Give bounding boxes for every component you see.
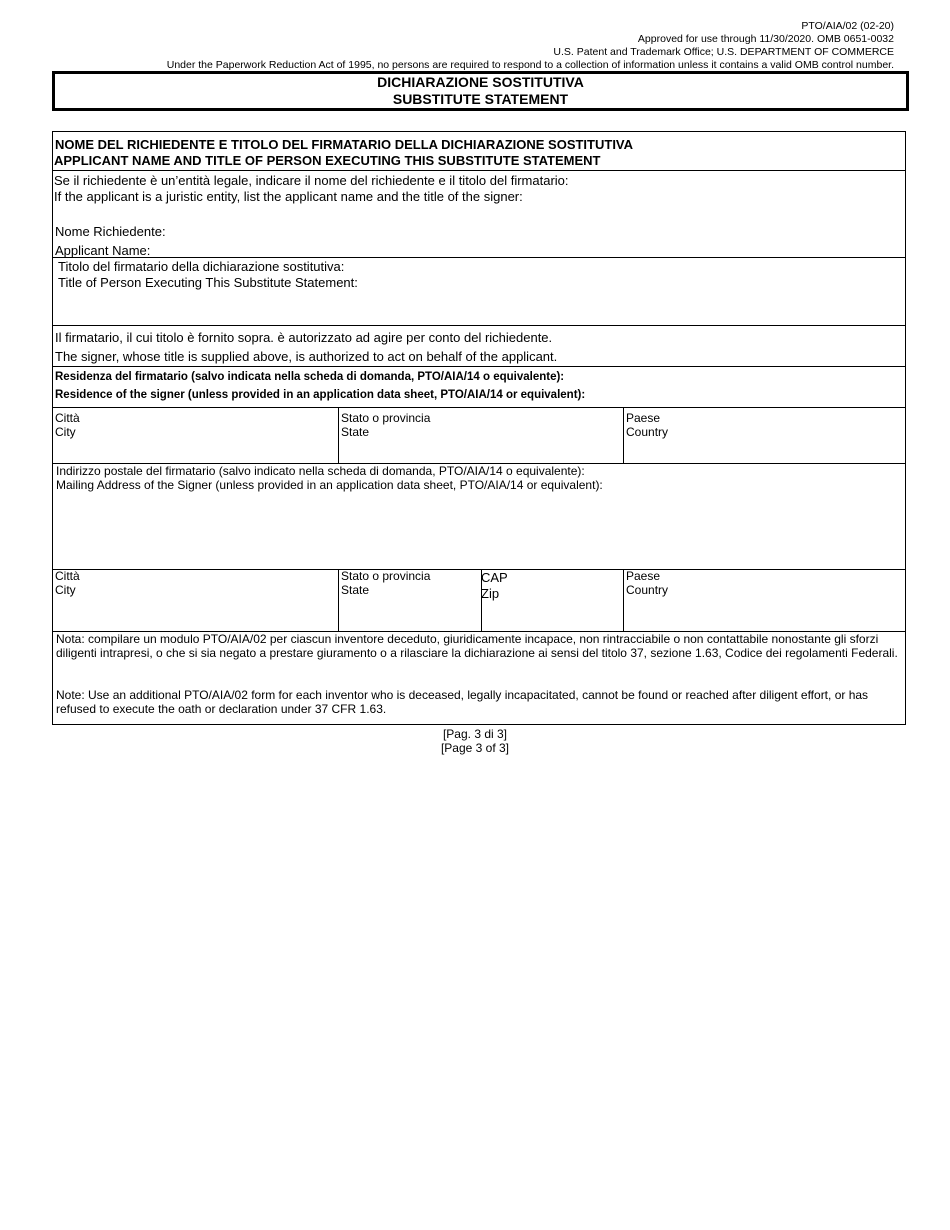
applicant-name-label-it: Nome Richiedente:	[55, 224, 166, 239]
authority-statement-en: The signer, whose title is supplied above, is authorized to act on behalf of the applicant.	[55, 349, 558, 364]
divider	[53, 325, 905, 326]
mailing-zip-label: CAP Zip	[481, 570, 508, 601]
residence-heading-en: Residence of the signer (unless provided in an application data sheet, PTO/AIA/14 or equivalent):	[55, 389, 586, 401]
title-english: SUBSTITUTE STATEMENT	[392, 91, 569, 107]
divider	[338, 569, 339, 631]
juristic-instruction-en: If the applicant is a juristic entity, list the applicant name and the title of the signer:	[54, 189, 523, 204]
approval-note: Approved for use through 11/30/2020. OMB 0651-0032	[637, 33, 894, 45]
signer-title-label-en: Title of Person Executing This Substitute Statement:	[58, 275, 358, 290]
divider	[623, 569, 624, 631]
mailing-address-label-en: Mailing Address of the Signer (unless provided in an application data sheet, PTO/AIA/14 or equivalent):	[56, 478, 603, 492]
title-italian: DICHIARAZIONE SOSTITUTIVA	[377, 74, 584, 90]
signer-title-label-it: Titolo del firmatario della dichiarazione sostitutiva:	[58, 259, 345, 274]
residence-city-label: Città City	[55, 411, 80, 439]
form-id: PTO/AIA/02 (02-20)	[801, 20, 894, 32]
page-number-en: [Page 3 of 3]	[440, 741, 510, 755]
applicant-name-label-en: Applicant Name:	[55, 243, 151, 258]
note-english: Note: Use an additional PTO/AIA/02 form for each inventor who is deceased, legally incapacitated, cannot be found or reached after diligent effort, or has refused to execute the oath or declaration under 37 CFR 1.63.	[56, 688, 869, 716]
mailing-state-label: Stato o provincia State	[341, 569, 431, 597]
paperwork-notice: Under the Paperwork Reduction Act of 1995, no persons are required to respond to a collection of information unless it contains a valid OMB control number.	[166, 59, 894, 71]
juristic-instruction-it: Se il richiedente è un’entità legale, indicare il nome del richiedente e il titolo del firmatario:	[54, 173, 569, 188]
divider	[338, 407, 339, 463]
mailing-country-label: Paese Country	[626, 569, 669, 597]
page-number-it: [Pag. 3 di 3]	[442, 727, 508, 741]
residence-state-label: Stato o provincia State	[341, 411, 431, 439]
substitute-statement-form	[52, 131, 906, 725]
note-italian: Nota: compilare un modulo PTO/AIA/02 per ciascun inventore deceduto, giuridicamente incapace, non rintracciabile o non contattabile nonostante gli sforzi diligenti intrapresi, o che si sia negato a prestare giuramento o a rilasciare la dichiarazione ai sensi del titolo 37, sezione 1.63, Codice dei regolamenti Federali.	[56, 632, 898, 660]
divider	[53, 366, 905, 367]
residence-country-label: Paese Country	[626, 411, 669, 439]
divider	[623, 407, 624, 463]
form-title	[52, 71, 909, 111]
mailing-city-label: Città City	[55, 569, 80, 597]
mailing-address-label-it: Indirizzo postale del firmatario (salvo indicato nella scheda di domanda, PTO/AIA/14 o equivalente):	[56, 464, 585, 478]
residence-heading-it: Residenza del firmatario (salvo indicata nella scheda di domanda, PTO/AIA/14 o equivalente):	[55, 371, 565, 383]
form-header	[167, 20, 894, 72]
divider	[53, 170, 905, 171]
divider	[53, 257, 905, 258]
divider	[53, 407, 905, 408]
office-name: U.S. Patent and Trademark Office; U.S. DEPARTMENT OF COMMERCE	[553, 46, 894, 58]
authority-statement-it: Il firmatario, il cui titolo è fornito sopra. è autorizzato ad agire per conto del richiedente.	[55, 330, 553, 345]
applicant-heading-it: NOME DEL RICHIEDENTE E TITOLO DEL FIRMATARIO DELLA DICHIARAZIONE SOSTITUTIVA	[55, 137, 634, 152]
page-indicator	[0, 727, 950, 755]
divider	[53, 569, 905, 570]
applicant-heading-en: APPLICANT NAME AND TITLE OF PERSON EXECUTING THIS SUBSTITUTE STATEMENT	[54, 153, 601, 168]
